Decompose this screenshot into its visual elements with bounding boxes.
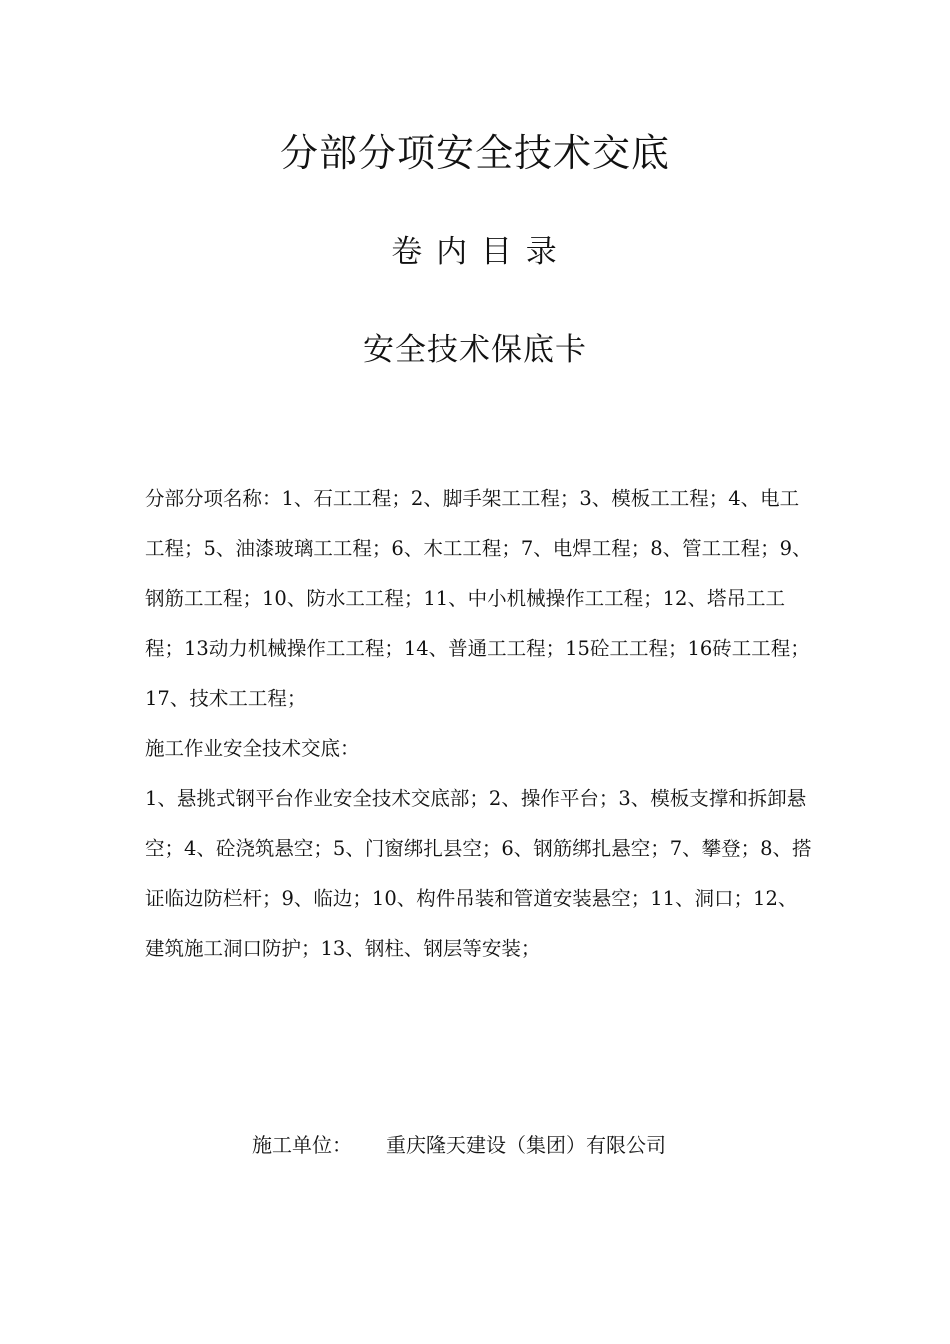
paragraph-briefing-items: 1、悬挑式钢平台作业安全技术交底部；2、操作平台；3、模板支撑和拆卸悬空；4、砼浇筑悬空；5、门窗绑扎县空；6、钢筋绑扎悬空；7、攀登；8、搭证临边防栏杆；9、临边；10、构件吊装和管道安装悬空；11、洞口；12、建筑施工洞口防护；13、钢柱、钢层等安装； xyxy=(145,787,812,960)
paragraph-categories: 分部分项名称：1、石工工程；2、脚手架工工程；3、模板工工程；4、电工工程；5、油漆玻璃工工程；6、木工工程；7、电焊工程；8、管工工程；9、钢筋工工程；10、防水工工程；11、中小机械操作工工程；12、塔吊工工程；13动力机械操作工工程；14、普通工工程；15砼工工程；16砖工工程；17、技术工工程； xyxy=(145,487,812,710)
document-title: 分部分项安全技术交底 xyxy=(279,131,670,175)
document-body xyxy=(145,474,815,974)
construction-unit-line xyxy=(252,1125,852,1165)
card-title: 安全技术保底卡 xyxy=(363,332,587,368)
document-subtitle: 卷 内 目 录 xyxy=(391,234,559,270)
paragraph-heading-briefing: 施工作业安全技术交底： xyxy=(145,737,360,760)
construction-unit-label: 施工单位： xyxy=(252,1133,352,1157)
construction-unit-name: 重庆隆天建设（集团）有限公司 xyxy=(386,1133,666,1157)
